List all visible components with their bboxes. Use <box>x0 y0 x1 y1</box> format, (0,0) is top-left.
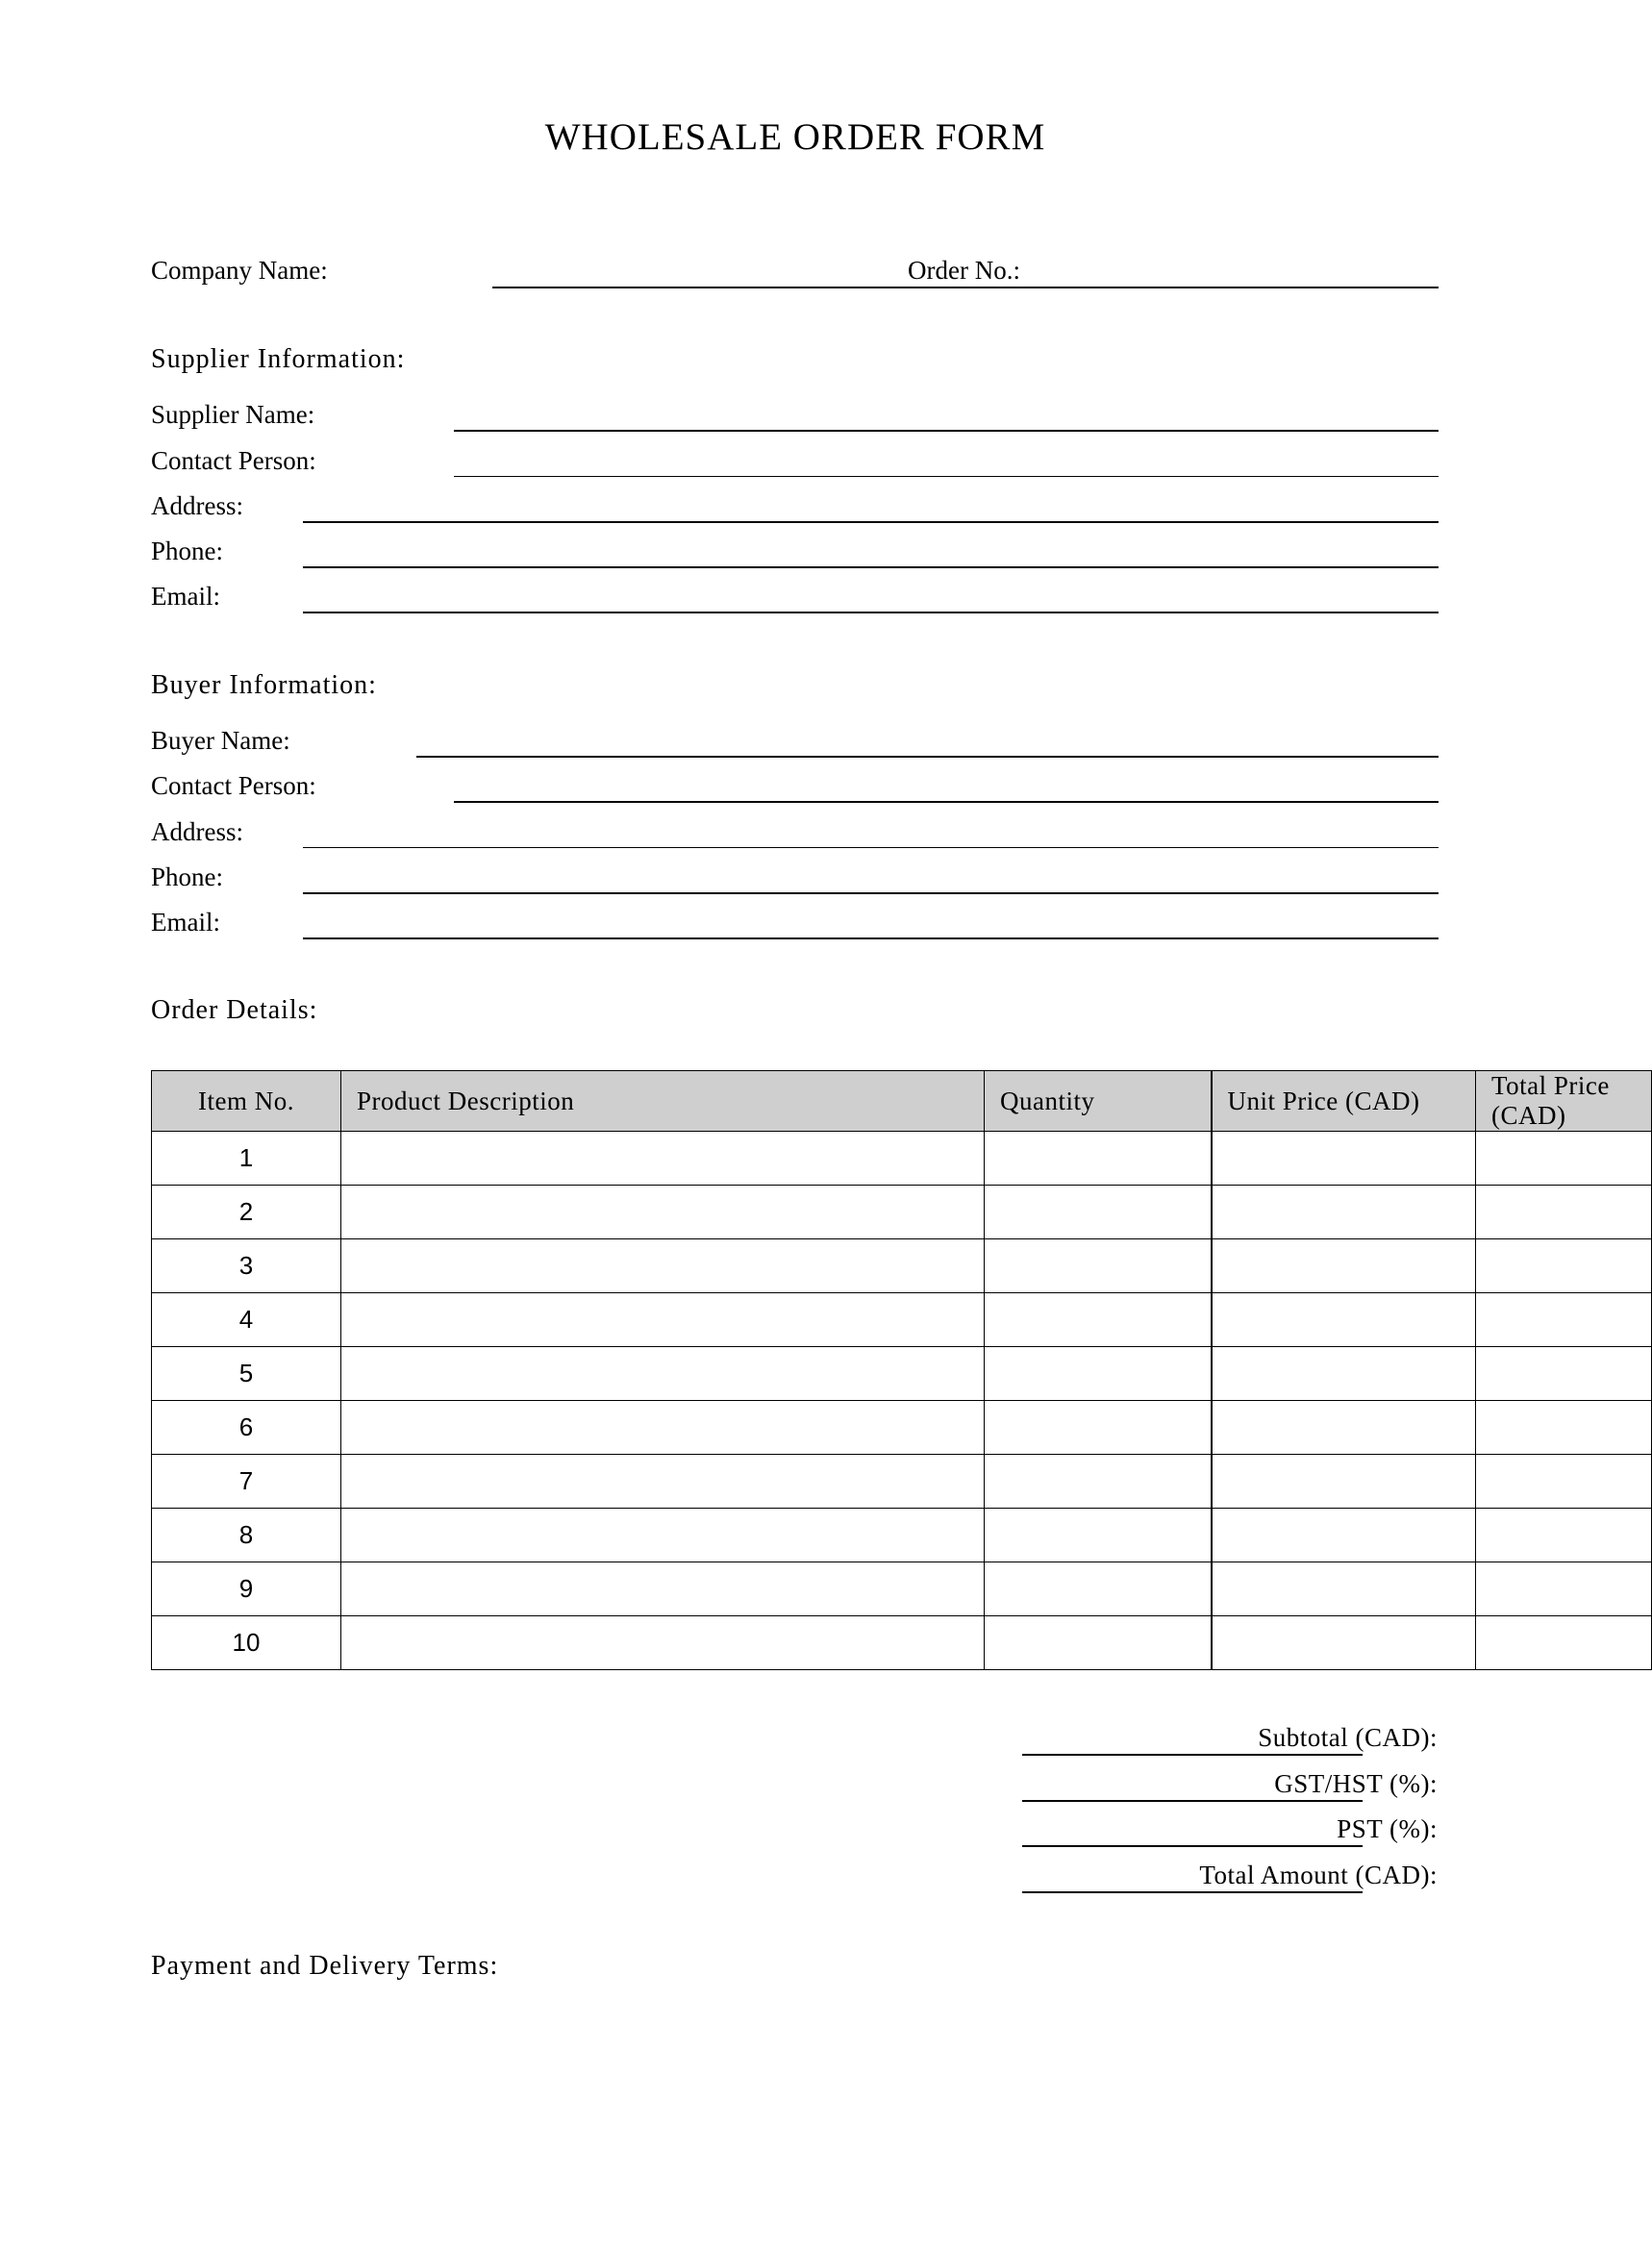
item-number-cell: 1 <box>152 1132 341 1186</box>
total-price-cell[interactable] <box>1476 1293 1652 1347</box>
buyer-name-label: Buyer Name: <box>151 726 290 755</box>
quantity-cell[interactable] <box>985 1616 1212 1670</box>
total-price-cell[interactable] <box>1476 1509 1652 1562</box>
description-cell[interactable] <box>341 1239 985 1293</box>
gst-hst-label: GST/HST (%): <box>1274 1769 1438 1798</box>
unit-price-cell[interactable] <box>1212 1455 1476 1509</box>
quantity-cell[interactable] <box>985 1401 1212 1455</box>
description-cell[interactable] <box>341 1347 985 1401</box>
unit-price-cell[interactable] <box>1212 1239 1476 1293</box>
total-price-cell[interactable] <box>1476 1401 1652 1455</box>
total-price-cell[interactable] <box>1476 1132 1652 1186</box>
unit-price-cell[interactable] <box>1212 1401 1476 1455</box>
total-price-cell[interactable] <box>1476 1186 1652 1239</box>
supplier-email-label: Email: <box>151 582 220 611</box>
total-amount-label: Total Amount (CAD): <box>1199 1861 1438 1889</box>
table-row <box>152 1401 1652 1455</box>
subtotal-field[interactable] <box>1022 1754 1363 1756</box>
supplier-email-field[interactable] <box>303 612 1439 613</box>
buyer-address-label: Address: <box>151 817 243 846</box>
unit-price-cell[interactable] <box>1212 1562 1476 1616</box>
column-header-description: Product Description <box>341 1071 985 1132</box>
company-name-label: Company Name: <box>151 256 328 285</box>
item-number-cell: 8 <box>152 1509 341 1562</box>
unit-price-cell[interactable] <box>1212 1293 1476 1347</box>
total-amount-field[interactable] <box>1022 1891 1363 1893</box>
gst-hst-field[interactable] <box>1022 1800 1363 1802</box>
unit-price-cell[interactable] <box>1212 1186 1476 1239</box>
unit-price-cell[interactable] <box>1212 1616 1476 1670</box>
item-number-cell: 6 <box>152 1401 341 1455</box>
supplier-name-label: Supplier Name: <box>151 400 315 429</box>
supplier-contact-field[interactable] <box>454 476 1439 477</box>
table-row <box>152 1186 1652 1239</box>
subtotal-label: Subtotal (CAD): <box>1258 1723 1438 1752</box>
supplier-phone-label: Phone: <box>151 537 224 565</box>
buyer-section-heading: Buyer Information: <box>151 670 377 700</box>
supplier-contact-label: Contact Person: <box>151 446 316 475</box>
buyer-contact-label: Contact Person: <box>151 771 316 800</box>
unit-price-cell[interactable] <box>1212 1347 1476 1401</box>
column-header-total-price: Total Price (CAD) <box>1476 1071 1652 1132</box>
item-number-cell: 10 <box>152 1616 341 1670</box>
pst-label: PST (%): <box>1337 1814 1438 1843</box>
description-cell[interactable] <box>341 1616 985 1670</box>
table-row <box>152 1347 1652 1401</box>
buyer-email-label: Email: <box>151 908 220 937</box>
quantity-cell[interactable] <box>985 1132 1212 1186</box>
table-row <box>152 1562 1652 1616</box>
item-number-cell: 2 <box>152 1186 341 1239</box>
quantity-cell[interactable] <box>985 1186 1212 1239</box>
table-row <box>152 1239 1652 1293</box>
page-title: WHOLESALE ORDER FORM <box>544 116 1046 158</box>
buyer-name-field[interactable] <box>416 756 1439 758</box>
column-header-item-no: Item No. <box>152 1071 341 1132</box>
quantity-cell[interactable] <box>985 1347 1212 1401</box>
item-number-cell: 7 <box>152 1455 341 1509</box>
buyer-phone-field[interactable] <box>303 892 1439 894</box>
total-price-cell[interactable] <box>1476 1347 1652 1401</box>
description-cell[interactable] <box>341 1132 985 1186</box>
total-price-cell[interactable] <box>1476 1616 1652 1670</box>
supplier-section-heading: Supplier Information: <box>151 344 406 374</box>
buyer-email-field[interactable] <box>303 937 1439 939</box>
total-price-cell[interactable] <box>1476 1562 1652 1616</box>
table-row <box>152 1616 1652 1670</box>
buyer-phone-label: Phone: <box>151 862 224 891</box>
item-number-cell: 4 <box>152 1293 341 1347</box>
item-number-cell: 5 <box>152 1347 341 1401</box>
terms-section-heading: Payment and Delivery Terms: <box>151 1951 499 1981</box>
supplier-phone-field[interactable] <box>303 566 1439 568</box>
column-header-quantity: Quantity <box>985 1071 1212 1132</box>
table-header-row <box>152 1071 1652 1132</box>
company-name-field[interactable] <box>492 287 1439 288</box>
description-cell[interactable] <box>341 1562 985 1616</box>
total-price-cell[interactable] <box>1476 1455 1652 1509</box>
table-row <box>152 1509 1652 1562</box>
quantity-cell[interactable] <box>985 1455 1212 1509</box>
unit-price-cell[interactable] <box>1212 1509 1476 1562</box>
buyer-contact-field[interactable] <box>454 801 1439 803</box>
table-row <box>152 1132 1652 1186</box>
order-no-label: Order No.: <box>908 256 1020 285</box>
quantity-cell[interactable] <box>985 1562 1212 1616</box>
quantity-cell[interactable] <box>985 1239 1212 1293</box>
buyer-address-field[interactable] <box>303 847 1439 848</box>
unit-price-cell[interactable] <box>1212 1132 1476 1186</box>
pst-field[interactable] <box>1022 1845 1363 1847</box>
column-header-unit-price: Unit Price (CAD) <box>1212 1071 1476 1132</box>
description-cell[interactable] <box>341 1186 985 1239</box>
item-number-cell: 9 <box>152 1562 341 1616</box>
supplier-name-field[interactable] <box>454 430 1439 432</box>
table-row <box>152 1293 1652 1347</box>
supplier-address-label: Address: <box>151 491 243 520</box>
order-section-heading: Order Details: <box>151 995 318 1025</box>
order-table <box>151 1070 1652 1670</box>
description-cell[interactable] <box>341 1509 985 1562</box>
quantity-cell[interactable] <box>985 1509 1212 1562</box>
description-cell[interactable] <box>341 1293 985 1347</box>
description-cell[interactable] <box>341 1401 985 1455</box>
quantity-cell[interactable] <box>985 1293 1212 1347</box>
total-price-cell[interactable] <box>1476 1239 1652 1293</box>
supplier-address-field[interactable] <box>303 521 1439 523</box>
description-cell[interactable] <box>341 1455 985 1509</box>
item-number-cell: 3 <box>152 1239 341 1293</box>
table-row <box>152 1455 1652 1509</box>
